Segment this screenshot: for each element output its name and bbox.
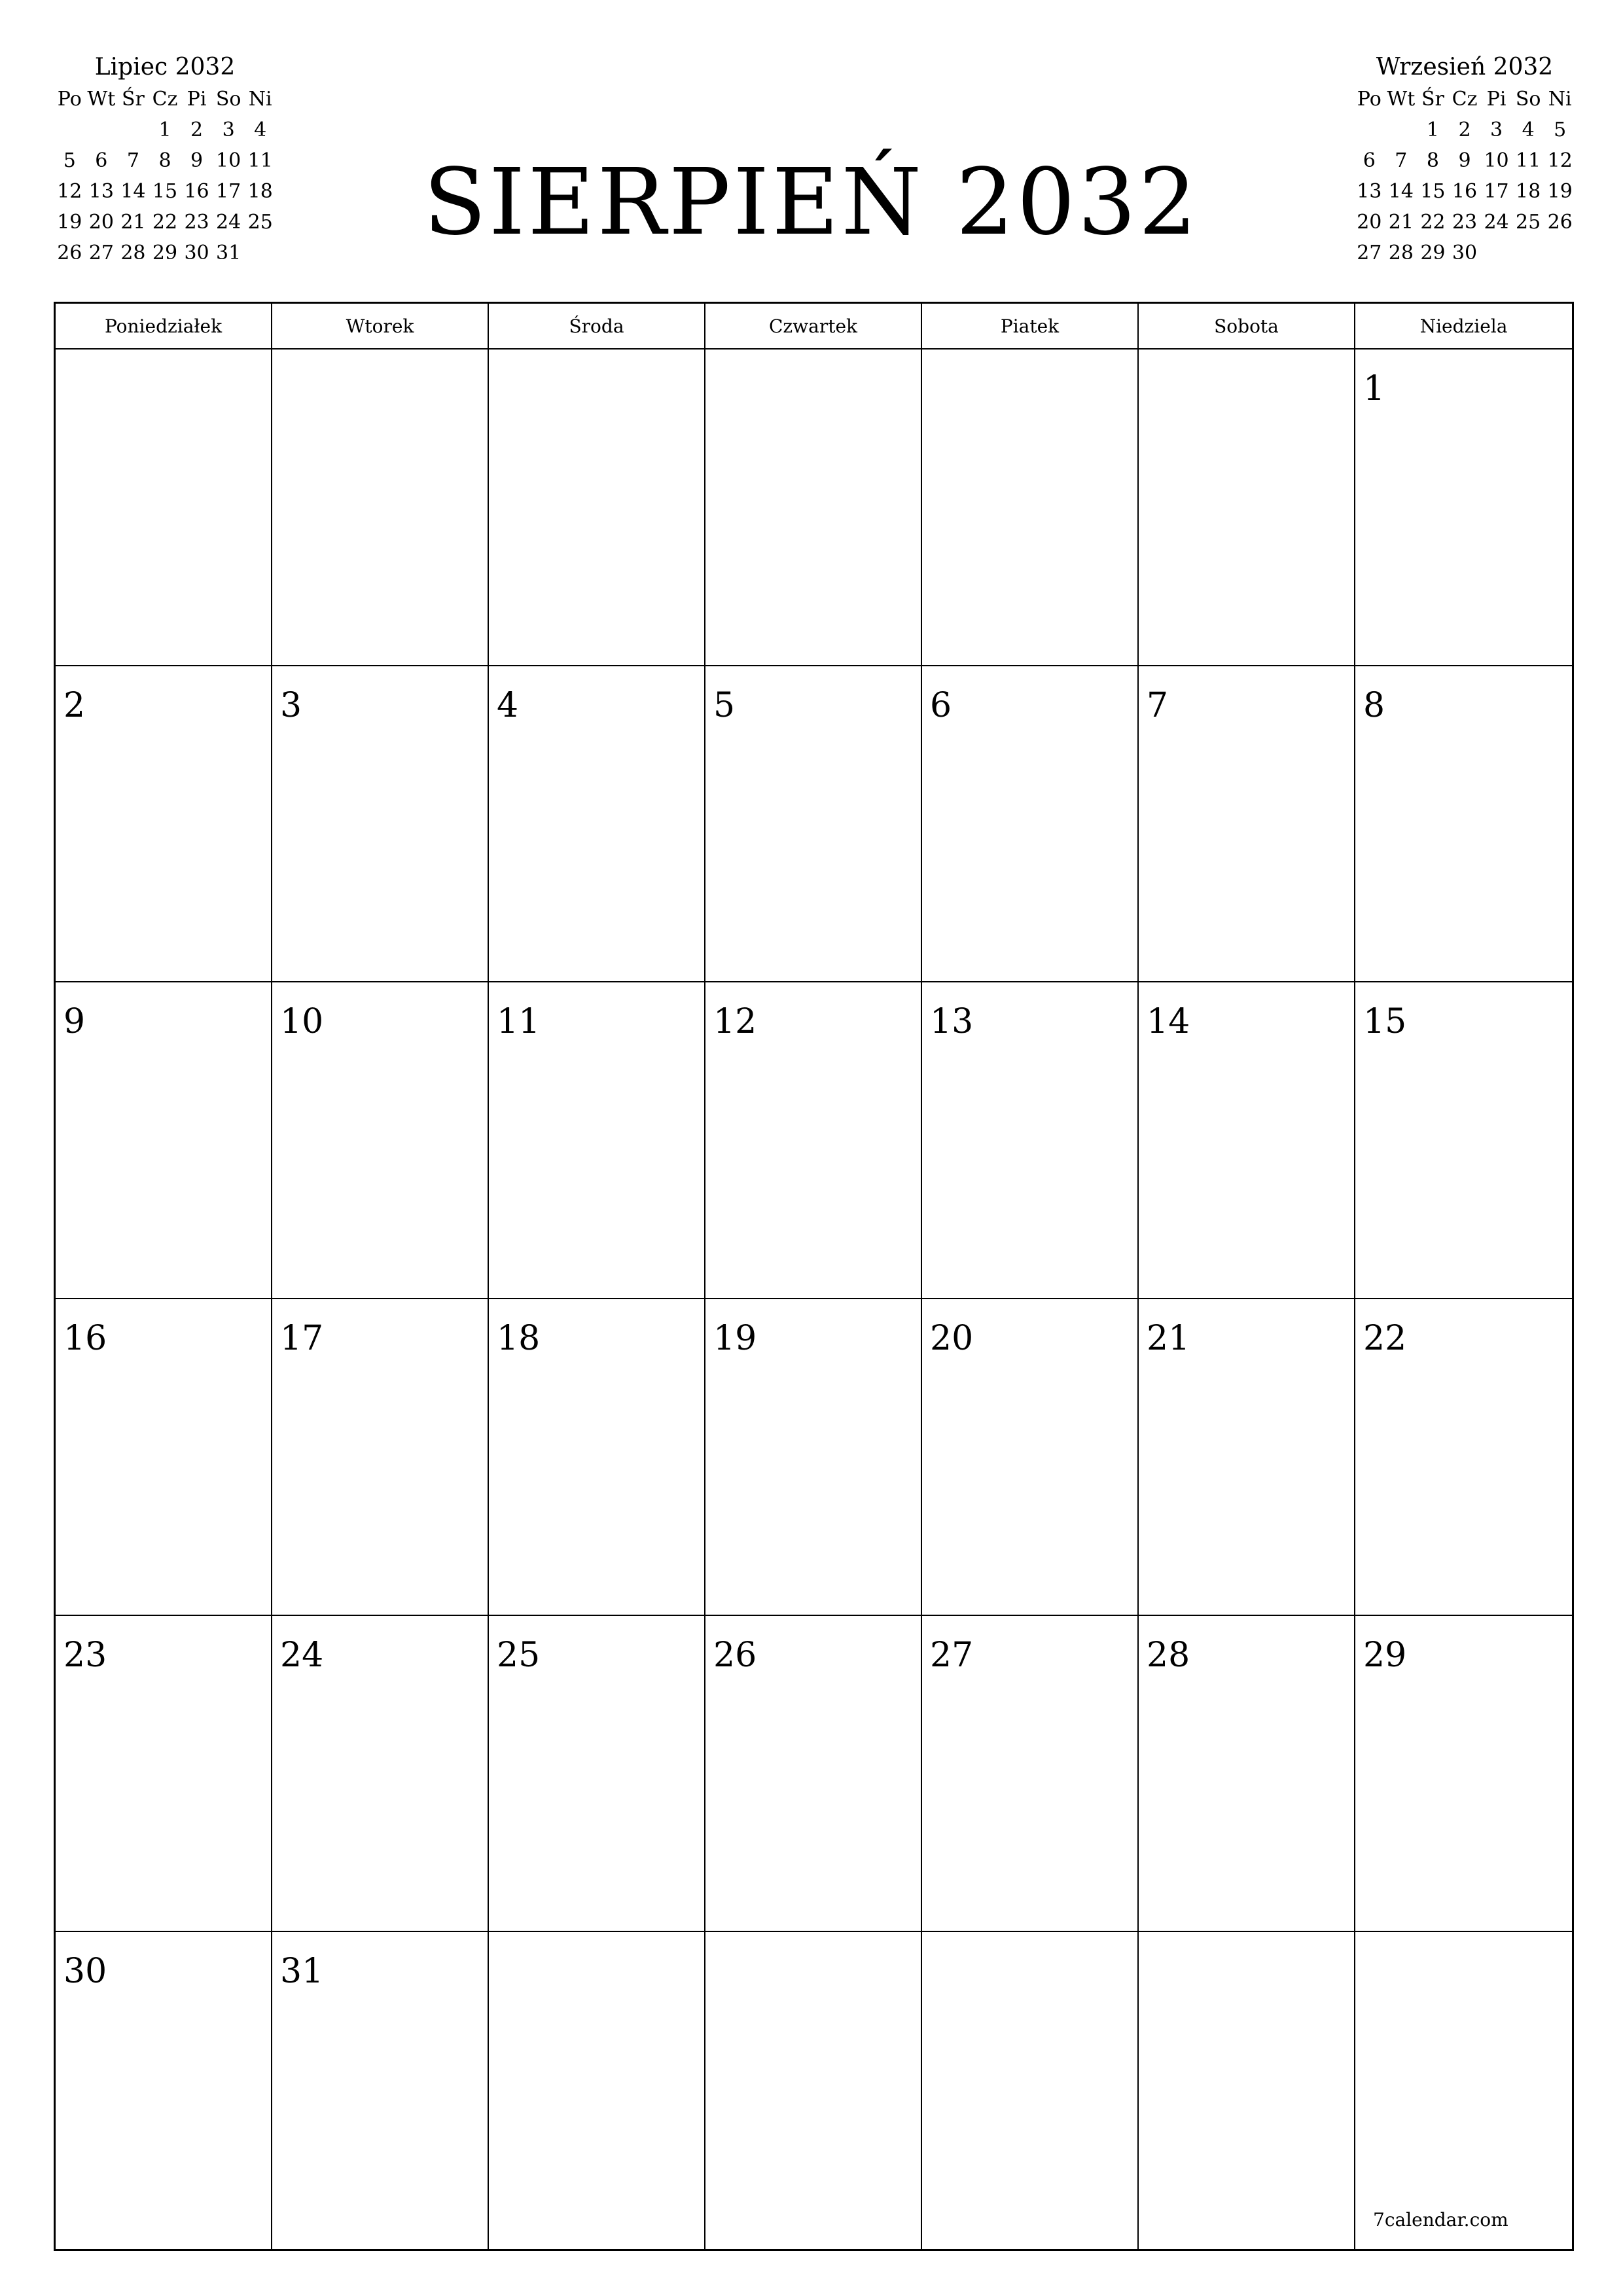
mini-day: 30 [184,242,209,264]
mini-day: 24 [1484,211,1509,234]
mini-day [1480,238,1512,268]
mini-day: 1 [1426,118,1439,141]
mini-day: 21 [120,211,146,234]
day-number: 4 [497,685,519,725]
mini-day: 9 [1458,149,1471,172]
mini-calendar-previous [54,51,276,268]
day-cell[interactable] [272,982,489,1299]
mini-day: 21 [1388,211,1414,234]
day-number: 24 [280,1635,324,1675]
mini-day: 19 [1547,180,1573,203]
day-cell[interactable] [922,982,1139,1299]
day-cell[interactable] [56,350,272,666]
mini-weekday: Śr [1421,88,1444,111]
day-cell[interactable] [489,982,705,1299]
page-title: SIERPIEŃ 2032 [423,149,1200,256]
day-number: 21 [1147,1318,1190,1358]
mini-day: 3 [222,118,235,141]
mini-day: 16 [184,180,209,203]
mini-day: 18 [1516,180,1541,203]
mini-day: 31 [216,242,241,264]
day-cell[interactable] [1139,350,1355,666]
mini-day: 23 [184,211,209,234]
day-cell[interactable] [705,666,922,983]
day-number: 30 [63,1952,107,1992]
mini-weekday: Pi [1486,88,1507,111]
day-number: 29 [1363,1635,1407,1675]
mini-day: 26 [57,242,82,264]
mini-day: 24 [216,211,241,234]
mini-day: 20 [1357,211,1382,234]
day-number: 6 [930,685,952,725]
mini-day: 13 [88,180,114,203]
weekday-header-wednesday: Środa [489,304,705,350]
mini-day: 10 [216,149,241,172]
mini-day: 14 [120,180,146,203]
day-cell[interactable] [272,666,489,983]
mini-day: 29 [1420,242,1446,264]
day-cell[interactable] [922,666,1139,983]
day-cell[interactable] [56,1616,272,1933]
day-cell[interactable] [922,1616,1139,1933]
day-number: 18 [497,1318,541,1358]
mini-day: 20 [88,211,114,234]
mini-day: 22 [152,211,178,234]
mini-weekday: Wt [87,88,116,111]
day-cell[interactable] [1139,1299,1355,1616]
day-cell[interactable] [272,1932,489,2249]
mini-weekday: Ni [248,88,272,111]
day-number: 25 [497,1635,541,1675]
day-cell[interactable] [1355,350,1572,666]
day-number: 15 [1363,1002,1407,1042]
day-number: 27 [930,1635,974,1675]
day-cell[interactable] [56,666,272,983]
mini-day: 30 [1452,242,1478,264]
mini-day [117,115,149,145]
mini-day: 7 [1395,149,1408,172]
mini-day: 8 [158,149,171,172]
day-cell[interactable] [489,350,705,666]
day-number: 12 [713,1002,757,1042]
day-cell[interactable] [489,666,705,983]
day-cell[interactable] [922,350,1139,666]
mini-day: 15 [152,180,178,203]
mini-day: 7 [126,149,139,172]
weekday-header-monday: Poniedziałek [56,304,272,350]
mini-day: 5 [1554,118,1567,141]
day-number: 28 [1147,1635,1190,1675]
mini-day: 10 [1484,149,1509,172]
mini-day: 26 [1547,211,1573,234]
day-number: 19 [713,1318,757,1358]
day-cell[interactable] [705,1932,922,2249]
mini-weekday: Pi [187,88,207,111]
mini-weekday: Po [1357,88,1382,111]
mini-weekday: Po [57,88,82,111]
day-cell[interactable] [489,1932,705,2249]
mini-day [1544,238,1576,268]
day-cell[interactable] [272,1616,489,1933]
day-cell[interactable] [1355,1932,1572,2249]
mini-day: 6 [1363,149,1376,172]
mini-day: 5 [63,149,76,172]
mini-day: 15 [1420,180,1446,203]
mini-calendar-grid [1353,84,1576,268]
mini-day: 9 [190,149,204,172]
day-number: 22 [1363,1318,1407,1358]
day-cell[interactable] [705,350,922,666]
mini-day: 8 [1426,149,1439,172]
mini-weekday: Ni [1548,88,1572,111]
day-cell[interactable] [922,1299,1139,1616]
day-cell[interactable] [705,982,922,1299]
day-cell[interactable] [1355,1616,1572,1933]
mini-day: 6 [95,149,108,172]
mini-weekday: So [215,88,241,111]
day-cell[interactable] [1355,666,1572,983]
mini-day: 17 [216,180,241,203]
mini-day: 14 [1388,180,1414,203]
day-cell[interactable] [705,1299,922,1616]
mini-day: 22 [1420,211,1446,234]
mini-day: 19 [57,211,82,234]
day-number: 1 [1363,369,1385,408]
day-cell[interactable] [489,1616,705,1933]
mini-day: 12 [1547,149,1573,172]
mini-day: 11 [247,149,273,172]
footer-site-link[interactable]: 7calendar.com [1373,2209,1508,2231]
day-cell[interactable] [705,1616,922,1933]
day-number: 8 [1363,685,1385,725]
day-cell[interactable] [1139,982,1355,1299]
mini-weekday: Cz [1452,88,1478,111]
mini-day: 11 [1516,149,1541,172]
mini-day [1385,115,1418,145]
mini-day: 18 [247,180,273,203]
day-number: 14 [1147,1002,1190,1042]
mini-day: 29 [152,242,178,264]
day-cell[interactable] [1139,1932,1355,2249]
mini-day: 12 [57,180,82,203]
mini-weekday: Śr [121,88,145,111]
mini-day [54,115,86,145]
mini-day: 2 [1458,118,1471,141]
mini-day: 4 [1522,118,1535,141]
day-number: 31 [280,1952,324,1992]
mini-calendar-title: Wrzesień 2032 [1376,54,1554,81]
day-number: 2 [63,685,86,725]
day-number: 16 [63,1318,107,1358]
mini-day [244,238,276,268]
weekday-header-saturday: Sobota [1139,304,1355,350]
mini-day: 28 [120,242,146,264]
day-number: 7 [1147,685,1169,725]
day-cell[interactable] [272,350,489,666]
mini-day: 27 [88,242,114,264]
month-grid [54,302,1574,2251]
day-cell[interactable] [56,982,272,1299]
day-number: 26 [713,1635,757,1675]
mini-day [1353,115,1385,145]
mini-weekday: Cz [152,88,178,111]
mini-day: 2 [190,118,204,141]
mini-day: 1 [158,118,171,141]
mini-day: 3 [1490,118,1503,141]
mini-day: 27 [1357,242,1382,264]
day-cell[interactable] [1355,982,1572,1299]
day-cell[interactable] [56,1932,272,2249]
mini-day: 13 [1357,180,1382,203]
mini-calendar-next [1353,51,1576,268]
day-number: 5 [713,685,736,725]
mini-day: 23 [1452,211,1478,234]
day-number: 10 [280,1002,324,1042]
mini-weekday: Wt [1387,88,1416,111]
mini-day: 28 [1388,242,1414,264]
mini-day: 25 [247,211,273,234]
mini-weekday: So [1515,88,1541,111]
weekday-header-sunday: Niedziela [1355,304,1572,350]
mini-day [86,115,118,145]
mini-calendar-title: Lipiec 2032 [94,54,236,81]
day-cell[interactable] [56,1299,272,1616]
day-cell[interactable] [1355,1299,1572,1616]
day-number: 3 [280,685,302,725]
day-number: 20 [930,1318,974,1358]
weekday-header-tuesday: Wtorek [272,304,489,350]
day-cell[interactable] [1139,666,1355,983]
day-number: 9 [63,1002,86,1042]
weekday-header-friday: Piatek [922,304,1139,350]
day-cell[interactable] [489,1299,705,1616]
day-cell[interactable] [272,1299,489,1616]
day-number: 11 [497,1002,541,1042]
day-cell[interactable] [1139,1616,1355,1933]
day-number: 17 [280,1318,324,1358]
day-cell[interactable] [922,1932,1139,2249]
mini-day: 16 [1452,180,1478,203]
mini-day: 25 [1516,211,1541,234]
day-number: 23 [63,1635,107,1675]
weekday-header-thursday: Czwartek [705,304,922,350]
mini-day [1512,238,1544,268]
day-number: 13 [930,1002,974,1042]
mini-day: 4 [254,118,267,141]
mini-calendar-grid [54,84,276,268]
mini-day: 17 [1484,180,1509,203]
